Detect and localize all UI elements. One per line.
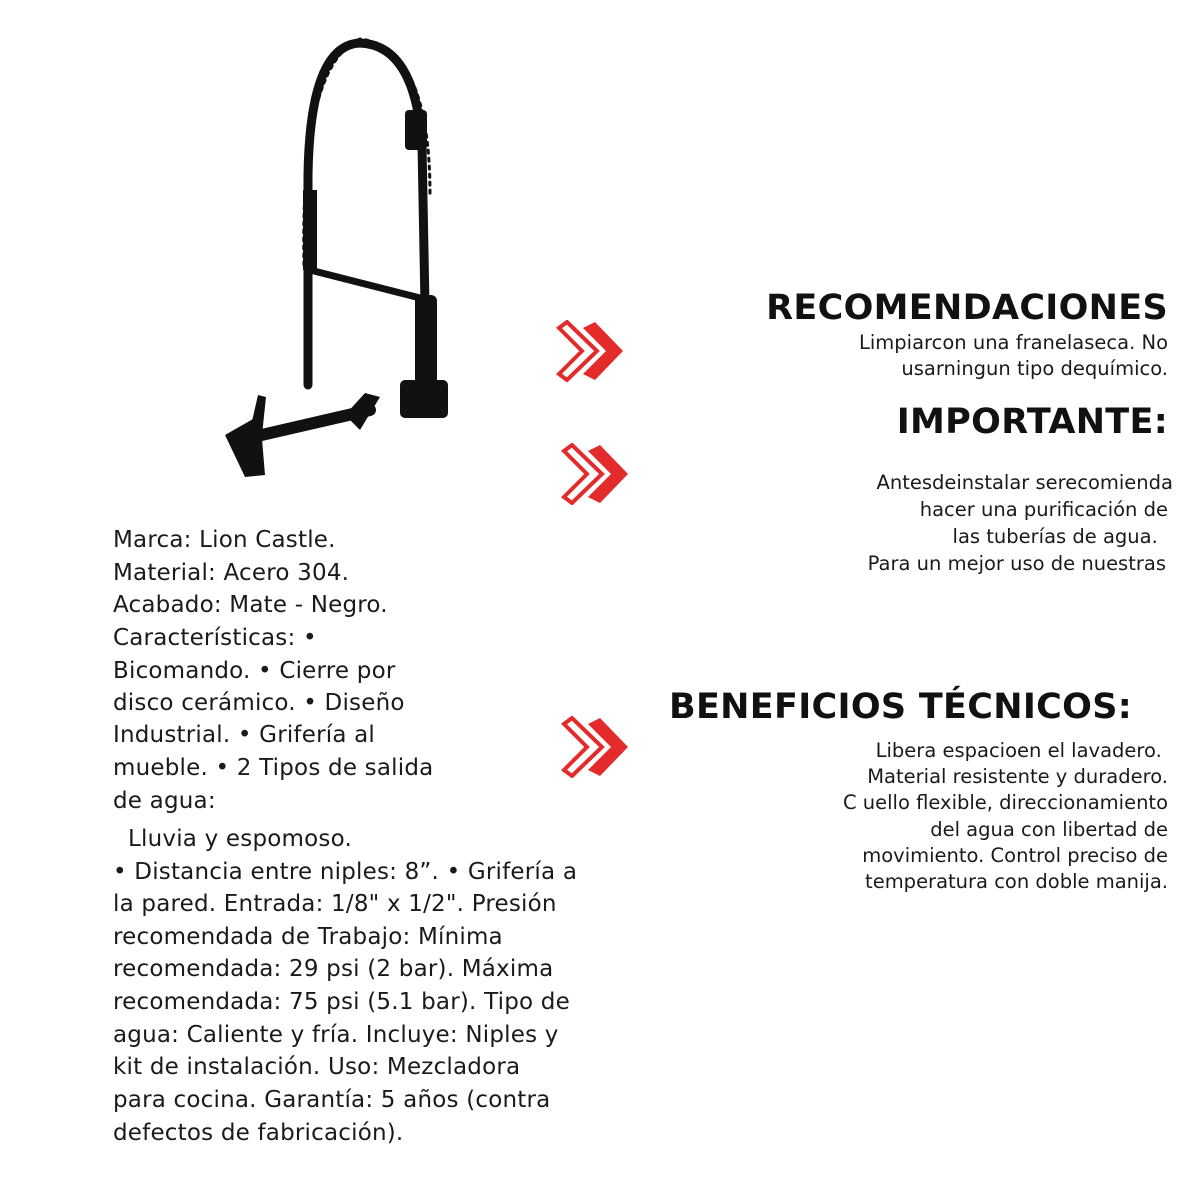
spec-line: para cocina. Garantía: 5 años (contra (113, 1087, 551, 1113)
importante-line: Antesdeinstalar serecomienda (876, 471, 1173, 494)
spec-line: kit de instalación. Uso: Mezcladora (113, 1054, 521, 1080)
recomendaciones-line: usarningun tipo dequímico. (901, 357, 1168, 380)
spec-line: • Distancia entre niples: 8”. • Grifería a (113, 859, 578, 885)
beneficios-line: C uello flexible, direccionamiento (842, 791, 1168, 814)
importante-line: Para un mejor uso de nuestras (867, 552, 1166, 575)
spec-line: recomendada de Trabajo: Mínima (113, 924, 503, 950)
importante-line: hacer una purificación de (919, 498, 1168, 521)
spec-line: Acabado: Mate - Negro. (113, 592, 388, 618)
spec-line: Industrial. • Grifería al (113, 722, 376, 748)
importante-line: las tuberías de agua. (952, 525, 1164, 548)
spec-line: mueble. • 2 Tipos de salida (113, 755, 434, 781)
spec-line: Lluvia y espomoso. (113, 826, 352, 852)
spec-line: disco cerámico. • Diseño (113, 690, 405, 716)
spec-line: Marca: Lion Castle. (113, 527, 336, 553)
spec-line: Bicomando. • Cierre por (113, 658, 396, 684)
spec-line: recomendada: 75 psi (5.1 bar). Tipo de (113, 989, 570, 1015)
double-chevron-right-icon (560, 716, 630, 778)
double-chevron-right-icon (555, 320, 625, 382)
faucet-image (200, 25, 460, 485)
beneficios-line: temperatura con doble manija. (865, 870, 1168, 893)
double-chevron-right-icon (560, 443, 630, 505)
spec-line: de agua: (113, 788, 216, 814)
beneficios-title: BENEFICIOS TÉCNICOS: (669, 687, 1132, 727)
spec-line: Material: Acero 304. (113, 560, 350, 586)
spec-line: recomendada: 29 psi (2 bar). Máxima (113, 956, 554, 982)
recomendaciones-title: RECOMENDACIONES (766, 288, 1168, 328)
beneficios-line: Libera espacioen el lavadero. (875, 739, 1168, 762)
beneficios-line: del agua con libertad de (930, 818, 1168, 841)
importante-title: IMPORTANTE: (896, 402, 1168, 442)
spec-line: la pared. Entrada: 1/8" x 1/2". Presión (113, 891, 557, 917)
spec-line: Características: • (113, 625, 317, 651)
beneficios-line: Material resistente y duradero. (867, 765, 1168, 788)
beneficios-line: movimiento. Control preciso de (862, 844, 1168, 867)
recomendaciones-line: Limpiarcon una franelaseca. No (859, 331, 1168, 354)
spec-line: defectos de fabricación). (113, 1120, 404, 1146)
spec-line: agua: Caliente y fría. Incluye: Niples y (113, 1022, 559, 1048)
